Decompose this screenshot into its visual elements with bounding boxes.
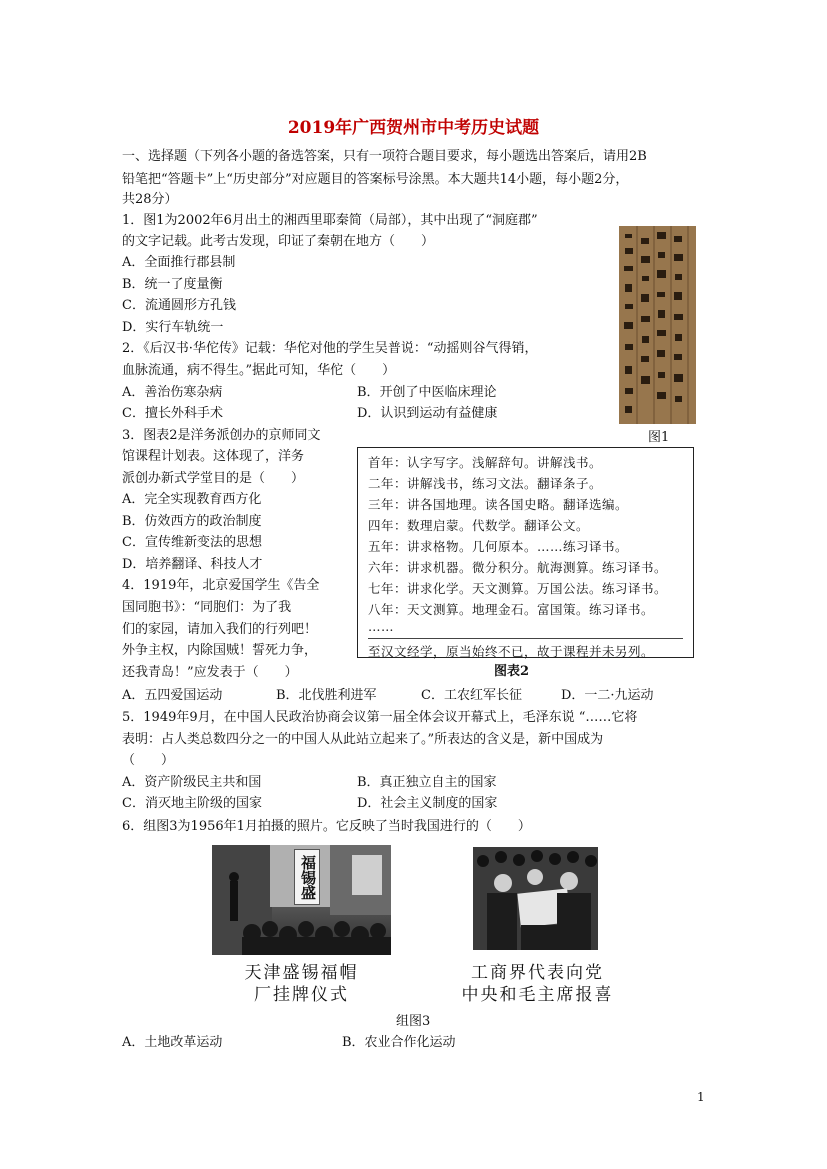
- q2-option-a[interactable]: A．善治伤寒杂病: [122, 385, 223, 400]
- curriculum-row: 三年：讲各国地理。读各国史略。翻译选编。: [368, 497, 629, 512]
- q4-option-b[interactable]: B．北伐胜利进军: [276, 688, 377, 703]
- question-3-text: 派创办新式学堂目的是（ ）: [122, 471, 305, 486]
- curriculum-row: 二年：讲解浅书，练习文法。翻译条子。: [368, 476, 603, 491]
- question-6-text: 6．组图3为1956年1月拍摄的照片。它反映了当时我国进行的（ ）: [122, 819, 531, 834]
- q1-option-d[interactable]: D．实行车轨统一: [122, 320, 224, 335]
- q1-option-b[interactable]: B．统一了度量衡: [122, 277, 223, 292]
- question-5-text: （ ）: [122, 753, 175, 768]
- q5-option-a[interactable]: A．资产阶级民主共和国: [122, 775, 262, 790]
- question-4-text: 们的家园，请加入我们的行列吧！: [122, 622, 318, 637]
- table-divider: [368, 638, 683, 639]
- curriculum-footer: 至汉文经学，原当始终不已，故于课程并未另列。: [368, 644, 655, 659]
- question-1-text: 1．图1为2002年6月出土的湘西里耶秦简（局部），其中出现了“洞庭郡”: [122, 213, 538, 228]
- q3-option-c[interactable]: C．宣传维新变法的思想: [122, 535, 262, 550]
- curriculum-row: 四年：数理启蒙。代数学。翻译公文。: [368, 518, 590, 533]
- left-photo-caption-line: 天津盛锡福帽: [244, 963, 359, 983]
- q6-option-a[interactable]: A．土地改革运动: [122, 1035, 223, 1050]
- right-photo-caption-line: 工商界代表向党: [471, 963, 604, 983]
- curriculum-row: ……: [368, 619, 394, 634]
- curriculum-row: 六年：讲求机器。微分积分。航海测算。练习译书。: [368, 560, 668, 575]
- qin-bamboo-slip-image: [619, 226, 696, 424]
- question-2-text: 2．《后汉书·华佗传》记载：华佗对他的学生吴普说：“动摇则谷气得销，: [122, 341, 538, 356]
- q2-option-c[interactable]: C．擅长外科手术: [122, 406, 223, 421]
- curriculum-table: [357, 447, 694, 658]
- business-representatives-photo: [473, 847, 598, 950]
- left-photo-caption-line: 厂挂牌仪式: [254, 985, 349, 1005]
- section-intro-line: 铅笔把“答题卡”上“历史部分”对应题目的答案标号涂黑。本大题共14小题，每小题2分，: [122, 172, 629, 187]
- q2-option-d[interactable]: D．认识到运动有益健康: [357, 406, 498, 421]
- question-3-text: 馆课程计划表。这体现了，洋务: [122, 449, 305, 464]
- section-intro-line: 一、选择题（下列各小题的备选答案，只有一项符合题目要求，每小题选出答案后，请用2B: [122, 149, 647, 164]
- question-4-text: 国同胞书》：“同胞们：为了我: [122, 600, 292, 615]
- curriculum-row: 首年：认字写字。浅解辞句。讲解浅书。: [368, 455, 603, 470]
- tianjin-factory-photo: [212, 845, 391, 955]
- q1-option-a[interactable]: A．全面推行郡县制: [122, 255, 236, 270]
- q5-option-d[interactable]: D．社会主义制度的国家: [357, 796, 498, 811]
- factory-sign: 福锡盛: [294, 849, 320, 905]
- page-title: 2019年广西贺州市中考历史试题: [287, 118, 540, 138]
- group-figure-3-label: 组图3: [396, 1014, 431, 1029]
- table-2-label: 图表2: [494, 664, 530, 679]
- curriculum-row: 八年：天文测算。地理金石。富国策。练习译书。: [368, 602, 655, 617]
- page-number: 1: [697, 1090, 705, 1104]
- q6-option-b[interactable]: B．农业合作化运动: [342, 1035, 456, 1050]
- q4-option-a[interactable]: A．五四爱国运动: [122, 688, 223, 703]
- curriculum-row: 五年：讲求格物。几何原本。……练习译书。: [368, 539, 629, 554]
- question-1-text: 的文字记载。此考古发现，印证了秦朝在地方（ ）: [122, 234, 435, 249]
- section-intro-line: 共28分）: [122, 192, 178, 207]
- question-4-text: 4．1919年，北京爱国学生《告全: [122, 578, 320, 593]
- q3-option-b[interactable]: B．仿效西方的政治制度: [122, 514, 262, 529]
- right-photo-caption-line: 中央和毛主席报喜: [461, 985, 614, 1005]
- q5-option-b[interactable]: B．真正独立自主的国家: [357, 775, 497, 790]
- question-4-text: 还我青岛！”应发表于（ ）: [122, 665, 298, 680]
- question-4-text: 外争主权，内除国贼！誓死力争，: [122, 643, 318, 658]
- question-5-text: 表明：占人类总数四分之一的中国人从此站立起来了。”所表达的含义是，新中国成为: [122, 732, 604, 747]
- q1-option-c[interactable]: C．流通圆形方孔钱: [122, 298, 236, 313]
- curriculum-row: 七年：讲求化学。天文测算。万国公法。练习译书。: [368, 581, 668, 596]
- question-3-text: 3．图表2是洋务派创办的京师同文: [122, 428, 321, 443]
- figure-1-label: 图1: [648, 430, 670, 445]
- q2-option-b[interactable]: B．开创了中医临床理论: [357, 385, 497, 400]
- q3-option-a[interactable]: A．完全实现教育西方化: [122, 492, 262, 507]
- question-2-text: 血脉流通，病不得生。”据此可知，华佗（ ）: [122, 363, 396, 378]
- question-5-text: 5．1949年9月，在中国人民政治协商会议第一届全体会议开幕式上，毛泽东说 “……它将: [122, 710, 638, 725]
- q3-option-d[interactable]: D．培养翻译、科技人才: [122, 557, 263, 572]
- q5-option-c[interactable]: C．消灭地主阶级的国家: [122, 796, 262, 811]
- q4-option-c[interactable]: C．工农红军长征: [421, 688, 522, 703]
- q4-option-d[interactable]: D．一二·九运动: [561, 688, 654, 703]
